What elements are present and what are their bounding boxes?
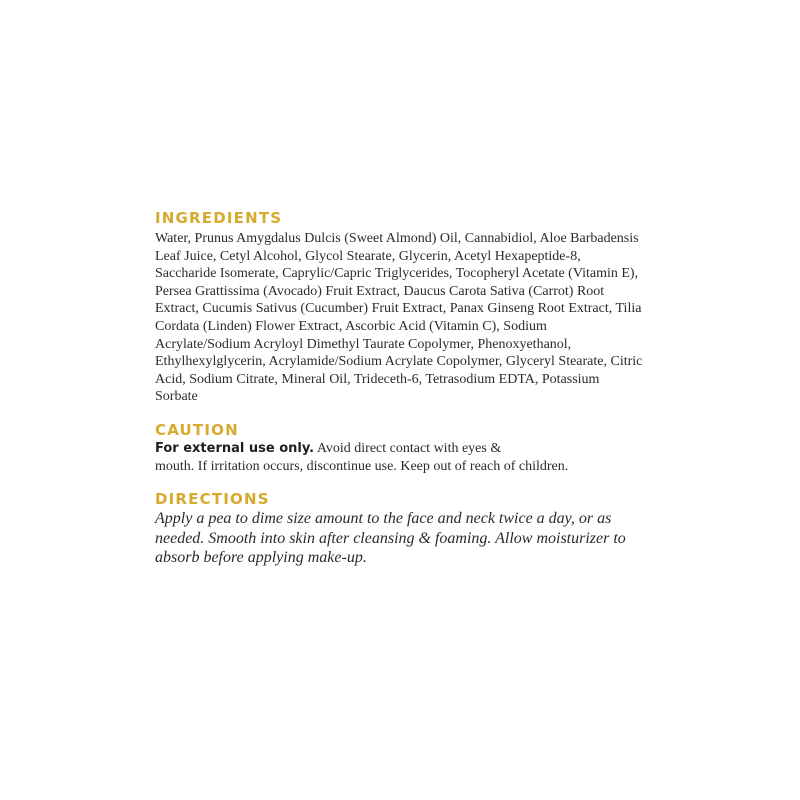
caution-bold-text: For external use only. — [155, 440, 315, 456]
caution-section — [155, 420, 645, 475]
directions-text: Apply a pea to dime size amount to the face and neck twice a day, or as needed. Smooth into skin after cleansing & foaming. Allow moisturizer to absorb before applying make-up. — [155, 510, 626, 567]
caution-text-line1: Avoid direct contact with eyes & — [316, 440, 502, 456]
caution-text-line2: mouth. If irritation occurs, discontinue use. Keep out of reach of children. — [155, 458, 569, 474]
ingredients-text: Water, Prunus Amygdalus Dulcis (Sweet Almond) Oil, Cannabidiol, Aloe Barbadensis Leaf Juice, Cetyl Alcohol, Glycol Stearate, Glycerin, Acetyl Hexapeptide-8, Saccharide Isomerate, Caprylic/Capric Triglycerides, Tocopheryl Acetate (Vitamin E), Persea Grattissima (Avocado) Fruit Extract, Daucus Carota Sativa (Carrot) Root Extract, Cucumis Sativus (Cucumber) Fruit Extract, Panax Ginseng Root Extract, Tilia Cordata (Linden) Flower Extract, Ascorbic Acid (Vitamin C), Sodium Acrylate/Sodium Acryloyl Dimethyl Taurate Copolymer, Phenoxyethanol, Ethylhexylglycerin, Acrylamide/Sodium Acrylate Copolymer, Glyceryl Stearate, Citric Acid, Sodium Citrate, Mineral Oil, Trideceth-6, Tetrasodium EDTA, Potassium Sorbate — [155, 231, 643, 405]
product-label-panel — [155, 208, 645, 568]
directions-heading: DIRECTIONS — [155, 490, 270, 509]
directions-section — [155, 489, 645, 568]
ingredients-section — [155, 208, 645, 406]
ingredients-heading: INGREDIENTS — [155, 209, 283, 227]
caution-text — [155, 440, 645, 475]
caution-heading: CAUTION — [155, 420, 239, 439]
